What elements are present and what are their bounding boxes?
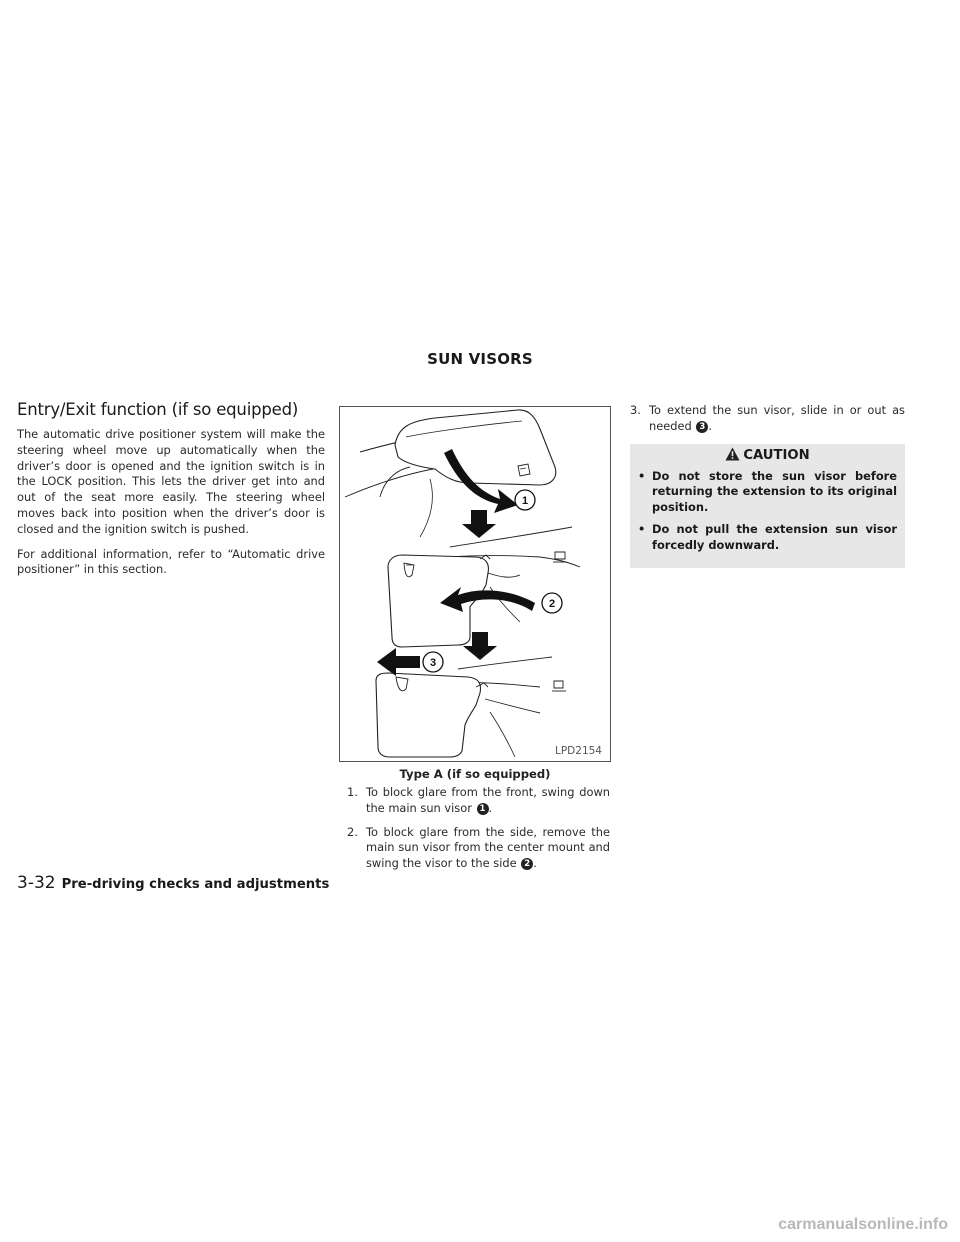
callout-ref: 2 (521, 858, 533, 870)
caution-item (638, 469, 897, 516)
caution-text: Do not pull the extension sun visor forcedly downward. (652, 521, 897, 552)
watermark: carmanualsonline.info (778, 1216, 948, 1233)
step-1 (347, 785, 610, 817)
caution-header (638, 447, 897, 463)
subsection-heading: Entry/Exit function (if so equipped) (17, 400, 299, 419)
left-arrow-3 (377, 648, 420, 676)
step-2 (347, 825, 610, 872)
figure-code: LPD2154 (555, 745, 602, 757)
step-end: . (488, 800, 493, 815)
step-number: 1. (347, 785, 358, 799)
steps-list (347, 785, 610, 880)
warning-icon (725, 447, 740, 461)
sun-visor-diagram (340, 407, 610, 761)
bullet: • (638, 468, 646, 483)
step-end: . (708, 418, 712, 433)
paragraph-entry-exit: The automatic drive positioner system will make the steering wheel move up automatically when the driver’s door is opened and the ignition switch is in the LOCK position. This lets the driver get into and out of the seat more easily. The steering wheel moves back into position when the driver’s door is closed and the ignition switch is pushed. (17, 427, 325, 536)
callout-ref: 3 (696, 421, 708, 433)
step-text: To block glare from the front, swing down the main sun visor (366, 785, 610, 815)
right-column (630, 403, 905, 568)
step-text: To extend the sun visor, slide in or out as needed (649, 403, 905, 433)
step-number: 2. (347, 824, 358, 839)
step-number: 3. (630, 403, 641, 417)
down-arrow-1 (462, 510, 496, 538)
panel-extension-visor (376, 657, 566, 757)
step-end: . (533, 856, 537, 871)
page-number: 3-32 (17, 873, 56, 893)
caution-box (630, 444, 905, 568)
caution-text: Do not store the sun visor before returning the extension to its original position. (652, 468, 897, 515)
callout-1-label: 1 (521, 495, 529, 507)
panel-side-visor (388, 527, 580, 647)
figure-caption: Type A (if so equipped) (399, 767, 551, 781)
section-title: SUN VISORS (427, 350, 533, 368)
callout-2-label: 2 (548, 598, 556, 610)
paragraph-reference: For additional information, refer to “Automatic drive positioner” in this section. (17, 546, 325, 577)
page-footer (17, 873, 329, 893)
caution-title: CAUTION (743, 447, 810, 463)
step-text: To block glare from the side, remove the main sun visor from the center mount and swing the visor to the side (366, 824, 610, 871)
panel-front-visor (345, 410, 556, 537)
bullet: • (638, 521, 646, 536)
left-column (17, 400, 325, 587)
step-3 (630, 403, 905, 435)
callout-ref: 1 (477, 803, 489, 815)
caution-item (638, 522, 897, 554)
callout-3-label: 3 (429, 657, 437, 669)
chapter-title: Pre-driving checks and adjustments (61, 877, 330, 892)
sun-visor-illustration (339, 406, 611, 762)
